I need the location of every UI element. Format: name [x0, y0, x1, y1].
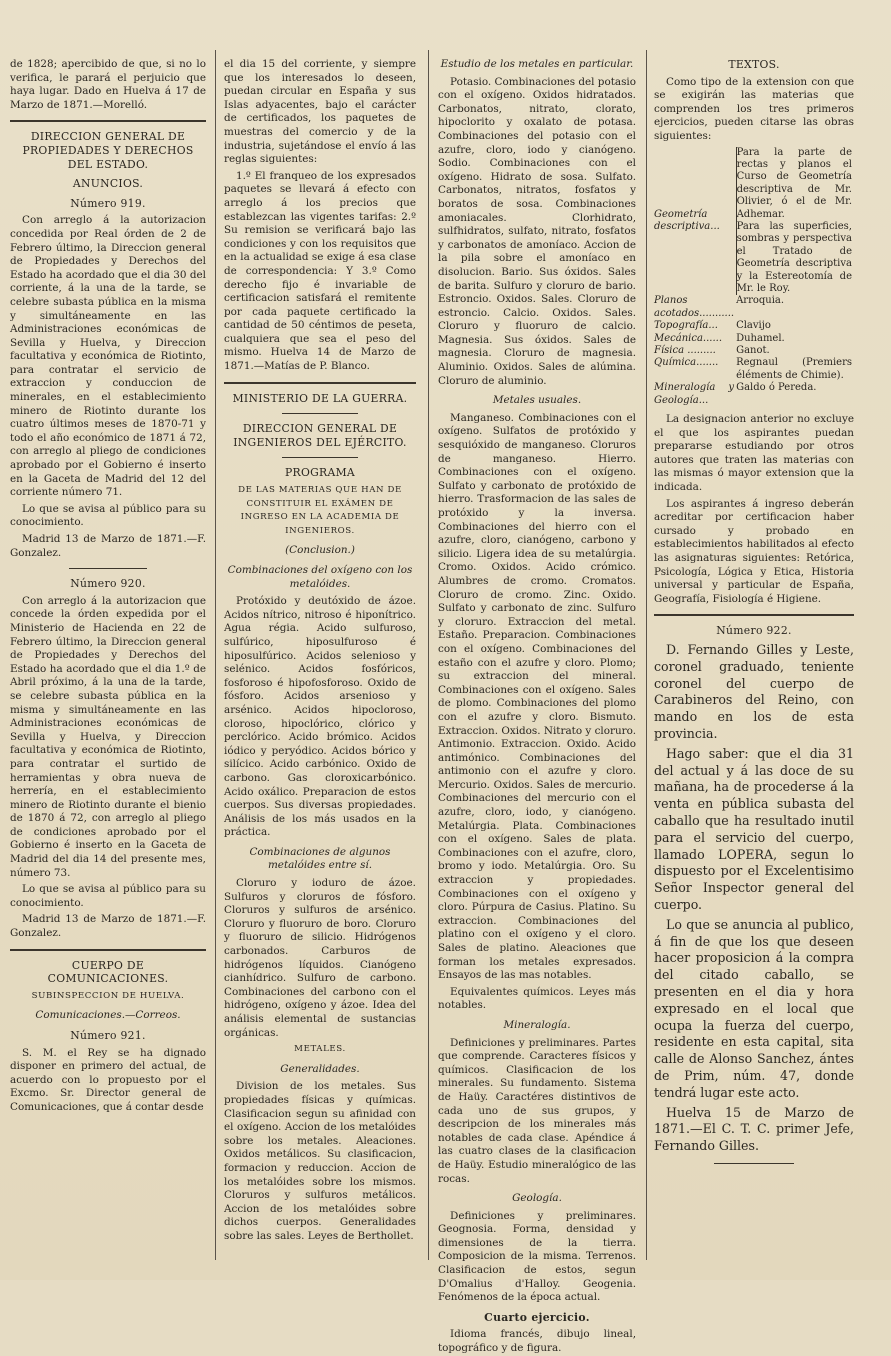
paragraph: Cloruro y ioduro de ázoe. Sulfuros y cloruros de fósforo. Cloruros y sulfuros de arsénico. Cloruro y fluoruro de boro. Cloruro y fluoruro de silicio. Hidrógenos carbonados. Carburos de hidrógenos líquidos. Cianógeno cianhídrico. Sulfuro de carbono. Combinaciones del carbono con el hidrógeno, oxígeno y ázoe. Idea del análisis elemental de sustancias orgánicas. [224, 877, 416, 1039]
paragraph: Madrid 13 de Marzo de 1871.—F. Gonzalez. [10, 913, 206, 940]
subject-label: Física ......... [654, 345, 716, 357]
textbook-text: Regnaul (Premiers éléments de Chimie). [736, 357, 852, 381]
section-subheading: SUBINSPECCION DE HUELVA. [31, 990, 185, 1001]
divider [714, 1163, 794, 1164]
divider [69, 568, 147, 569]
subject-label: Mineralogía y Geología... [654, 382, 735, 406]
paragraph: Protóxido y deutóxido de ázoe. Acidos nítrico, nitroso é hiponítrico. Agua régia. Acido sulfuroso, sulfúrico, hiposulfuroso é hiposulfúrico. Acidos selenioso y selénico. Acidos fosfóricos, fosforoso é hipofosforoso. Oxido de fósforo. Acidos arsenioso y arsénico. Acidos hipocloroso, cloroso, hipoclórico, clórico y perclórico. Acido brómico. Acidos iódico y peryódico. Acidos bórico y silícico. Acido carbónico. Oxido de carbono. Gas cloroxicarbónico. Acido oxálico. Preparacion de estos cuerpos. Sus diversas propiedades. Análisis de los más usados en la práctica. [224, 595, 416, 839]
column-1 [10, 58, 206, 1258]
paragraph: Con arreglo á la autorizacion concedida por Real órden de 2 de Febrero último, la Direccion general de Propiedades y Derechos del Estado ha acordado que el dia 30 del corriente, á la una de la tarde, se celebre subasta pública en la misma y simultáneamente en las Administraciones económicas de Sevilla y Huelva, y Direccion facultativa y económica de Riotinto, para contratar el servicio de extraccion y conduccion de minerales, en el establecimiento minero de Riotinto durante los cuatro últimos meses de 1870-71 y todo el año económico de 1871 á 72, con arreglo al pliego de condiciones aprobado por el Gobierno é inserto en la Gaceta de Madrid del 12 del corriente número 71. [10, 214, 206, 499]
section-subheading: DE LAS MATERIAS QUE HAN DE CONSTITUIR EL EXÁMEN DE INGRESO EN LA ACADEMIA DE INGENIEROS. [238, 485, 402, 536]
notice-number: Número 919. [70, 196, 146, 210]
section-heading: DIRECCION GENERAL DE PROPIEDADES Y DERECHOS DEL ESTADO. [22, 130, 194, 171]
textbook-text: Clavijo [736, 320, 771, 332]
subject-label: Química....... [654, 357, 719, 369]
section-subheading: (Conclusion.) [285, 544, 355, 557]
textbook-entry [736, 147, 854, 296]
paragraph: Division de los metales. Sus propiedades físicas y químicas. Clasificacion segun su afinidad con el oxígeno. Accion de los metalóides sobre los metales. Aleaciones. Oxidos metálicos. Su clasificacion, formacion y reduccion. Accion de los metalóides sobre los mismos. Cloruros y sulfuros metálicos. Accion de los metalóides sobre dichos cuerpos. Generalidades sobre las sales. Leyes de Berthollet. [224, 1080, 416, 1242]
textbook-table [654, 147, 854, 408]
paragraph: Lo que se anuncia al publico, á fin de que los que deseen hacer proposicion á la compra del citado caballo, se presenten en el dia y hora expresado en el local que ocupa la fuerza del cuerpo, residente en esta capital, sita calle de Alonso Sanchez, ántes de Prim, núm. 47, donde tendrá lugar este acto. [654, 916, 854, 1100]
section-subheading: METALES. [294, 1044, 346, 1055]
paragraph: Como tipo de la extension con que se exigirán las materias que comprenden los tres primeros ejercicios, pueden citarse las obras siguientes: [654, 75, 854, 142]
divider [10, 120, 206, 122]
paragraph: S. M. el Rey se ha dignado disponer en primero del actual, de acuerdo con lo propuesto por el Excmo. Sr. Director general de Comunicaciones, que á contar desde [10, 1046, 206, 1113]
section-subheading: Geología. [512, 1192, 562, 1205]
column-rule [428, 50, 429, 1260]
subject-label: Topografía... [654, 320, 718, 332]
section-subheading: Generalidades. [280, 1062, 360, 1075]
paragraph: D. Fernando Gilles y Leste, coronel graduado, teniente coronel del cuerpo de Carabineros del Reino, con mando en los de esta provincia. [654, 642, 854, 741]
paragraph: Idioma francés, dibujo lineal, topográfico y de figura. [438, 1328, 636, 1355]
section-heading: TEXTOS. [728, 58, 780, 71]
section-subheading: Combinaciones de algunos metalóides entre sí. [249, 845, 391, 872]
section-subheading: Combinaciones del oxígeno con los metalóides. [227, 564, 413, 590]
paragraph: Lo que se avisa al público para su conocimiento. [10, 883, 206, 909]
column-3 [438, 58, 636, 1355]
section-heading: ANUNCIOS. [72, 177, 144, 191]
paragraph: Equivalentes químicos. Leyes más notables. [438, 985, 636, 1012]
paragraph: Lo que se avisa al público para su conocimiento. [10, 502, 206, 529]
section-subheading: Estudio de los metales en particular. [440, 58, 634, 70]
column-rule [646, 50, 647, 1260]
paragraph: Hago saber: que el dia 31 del actual y á las doce de su mañana, ha de procederse á la venta en pública subasta del caballo que ha resultado inutil para el servicio del cuerpo, llamado LOPERA, segun lo dispuesto por el Excelentisimo Señor Inspector general del cuerpo. [654, 745, 854, 912]
paragraph: Definiciones y preliminares. Geognosia. Forma, densidad y dimensiones de la tierra. Composicion de la misma. Terrenos. Clasificacion de estos, segun D'Omalius d'Halloy. Geogenia. Fenómenos de la época actual. [438, 1209, 636, 1304]
divider [282, 457, 359, 458]
textbook-text: Arroquia. [736, 295, 785, 307]
notice-number: Número 921. [70, 1029, 146, 1042]
textbook-text: Para las superficies, sombras y perspectiva el Tratado de Geometría descriptiva y la Estereotomía de Mr. le Roy. [736, 221, 852, 295]
paragraph: Manganeso. Combinaciones con el oxígeno. Sulfatos de protóxido y sesquióxido de manganeso. Cloruros de manganeso. Hierro. Combinaciones con el oxígeno. Sulfato y carbonato de protóxido de hierro. Trasformacion de las sales de protóxido y la inversa. Combinaciones del hierro con el azufre, cloro, cianógeno, carbono y silicio. Ligera idea de su metalúrgia. Cromo. Oxidos. Acido crómico. Alumbres de cromo. Cromatos. Cloruro de cromo. Zinc. Oxido. Sulfato y carbonato de zinc. Sulfuro y cloruro. Extraccion del metal. Estaño. Preparacion. Combinaciones con el oxígeno. Combinaciones del estaño con el azufre y cloro. Plomo; su extraccion del mineral. Combinaciones con el oxígeno. Sales de plomo. Combinaciones del plomo con el azufre y cloro. Bismuto. Extraccion. Oxidos. Nitrato y cloruro. Antimonio. Extraccion. Oxido. Acido antimónico. Combinaciones del antimonio con el azufre y cloro. Mercurio. Oxidos. Sales de mercurio. Combinaciones del mercurio con el azufre, cloro, iodo, y cianógeno. Metalúrgia. Plata. Combinaciones con el oxígeno. Sales de plata. Combinaciones con el azufre, cloro, bromo y iodo. Metalúrgia. Oro. Su extraccion y propiedades. Combinaciones con el oxígeno y cloro. Púrpura de Casius. Platino. Su extraccion. Combinaciones del platino con el oxígeno y el cloro. Sales de platino. Aleaciones que forman los metales expresados. Ensayos de las mas notables. [438, 411, 636, 982]
section-heading: DIRECCION GENERAL DE INGENIEROS DEL EJÉRCITO. [233, 422, 407, 449]
section-heading: PROGRAMA [284, 466, 356, 480]
column-4 [654, 58, 854, 1258]
notice-number: Número 920. [70, 577, 146, 591]
column-rule [215, 50, 216, 1260]
column-2 [224, 58, 416, 1258]
subject-label: Planos acotados........... [654, 295, 735, 319]
divider [282, 413, 359, 414]
textbook-text: Duhamel. [736, 332, 785, 344]
divider [224, 382, 416, 384]
subject-label: Geometría descriptiva... [654, 208, 720, 232]
textbook-text: Para la parte de rectas y planos el Curso de Geometría descriptiva de Mr. Olivier, ó el de Mr. Adhemar. [736, 146, 852, 220]
section-subheading: Comunicaciones.—Correos. [35, 1009, 181, 1022]
divider [10, 949, 206, 951]
section-heading: CUERPO DE COMUNICACIONES. [47, 958, 169, 986]
section-heading: Cuarto ejercicio. [484, 1310, 590, 1324]
paragraph: Definiciones y preliminares. Partes que comprende. Caracteres físicos y químicos. Clasificacion de los minerales. Su fundamento. Sistema de Haüy. Caractéres distintivos de cada uno de sus grupos, y descripcion de los minerales más notables de cada clase. Apéndice á las cuatro clases de la clasificacion de Haüy. Estudio mineralógico de las rocas. [438, 1036, 636, 1185]
paragraph: Huelva 15 de Marzo de 1871.—El C. T. C. primer Jefe, Fernando Gilles. [654, 1104, 854, 1154]
subject-label: Mecánica...... [654, 332, 722, 344]
paragraph: 1.º El franqueo de los expresados paquetes se llevará á efecto con arreglo á los precios que establezcan las vigentes tarifas: 2.º Su remision se verificará bajo las condiciones y con los requisitos que en la actualidad se exige á esa clase de correspondencia: Y 3.º Como derecho fijo é invariable de certificacion satisfará el remitente por cada paquete certificado la cantidad de 50 céntimos de peseta, cualquiera que sea el peso del mismo. Huelva 14 de Marzo de 1871.—Matías de P. Blanco. [224, 169, 416, 373]
textbook-text: Ganot. [736, 345, 770, 357]
paragraph: La designacion anterior no excluye el que los aspirantes puedan prepararse estudiando por otros autores que traten las materias con las mismas ó mayor extension que la indicada. [654, 413, 854, 494]
paragraph: Los aspirantes á ingreso deberán acreditar por certificacion haber cursado y probado en establecimientos habilitados al efecto las asignaturas siguientes: Retórica, Psicología, Lógica y Etica, Historia universal y particular de España, Geografía, Fisiología é Higiene. [654, 497, 854, 605]
notice-number: Número 922. [716, 624, 792, 638]
section-subheading: Metales usuales. [492, 394, 582, 407]
paragraph: Potasio. Combinaciones del potasio con el oxígeno. Oxidos hidratados. Carbonatos, nitrato, clorato, hipoclorito y oxalato de potasa. Combinaciones del potasio con el azufre, cloro, iodo y cianógeno. Sodio. Combinaciones con el oxígeno. Hidrato de sosa. Sulfato. Carbonatos, nitratos, fosfatos y boratos de sosa. Combinaciones amoniacales. Clorhidrato, sulfhidratos, sulfato, nitrato, fosfatos y carbonatos de amoníaco. Accion de la pila sobre el amoníaco en disolucion. Bario. Sus óxidos. Sales de barita. Sulfuro y cloruro de bario. Estroncio. Oxidos. Sales. Cloruro de estroncio. Calcio. Oxidos. Sales. Cloruro y fluoruro de calcio. Magnesia. Sus óxidos. Sales de magnesia. Cloruro de magnesia. Aluminio. Oxidos. Sales de alúmina. Cloruro de aluminio. [438, 75, 636, 387]
section-heading: MINISTERIO DE LA GUERRA. [232, 391, 408, 405]
textbook-text: Galdo ó Pereda. [736, 382, 817, 394]
paragraph: Con arreglo á la autorizacion que concede la órden expedida por el Ministerio de Hacienda en 22 de Febrero último, la Direccion general de Propiedades y Derechos del Estado ha acordado que el dia 1.º de Abril próximo, á la una de la tarde, se celebre subasta pública en la misma y simultáneamente en las Administraciones económicas de Sevilla y Huelva, y Direccion facultativa y económica de Riotinto, para contratar el surtido de herramientas y obra nueva de herrería, en el establecimiento minero de Riotinto durante el bienio de 1870 á 72, con arreglo al pliego de condiciones aprobado por el Gobierno é inserto en la Gaceta de Madrid del dia 14 del presente mes, número 73. [10, 594, 206, 879]
paragraph: el dia 15 del corriente, y siempre que los interesados lo deseen, puedan circular en España y sus Islas adyacentes, bajo el carácter de certificados, los paquetes de muestras del comercio y de la industria, sujetándose el envío á las reglas siguientes: [224, 58, 416, 166]
paragraph: Madrid 13 de Marzo de 1871.—F. Gonzalez. [10, 533, 206, 559]
section-subheading: Mineralogía. [503, 1018, 571, 1031]
paragraph: de 1828; apercibido de que, si no lo verifica, le parará el perjuicio que haya lugar. Dado en Huelva á 17 de Marzo de 1871.—Morelló. [10, 58, 206, 111]
divider [654, 614, 854, 616]
